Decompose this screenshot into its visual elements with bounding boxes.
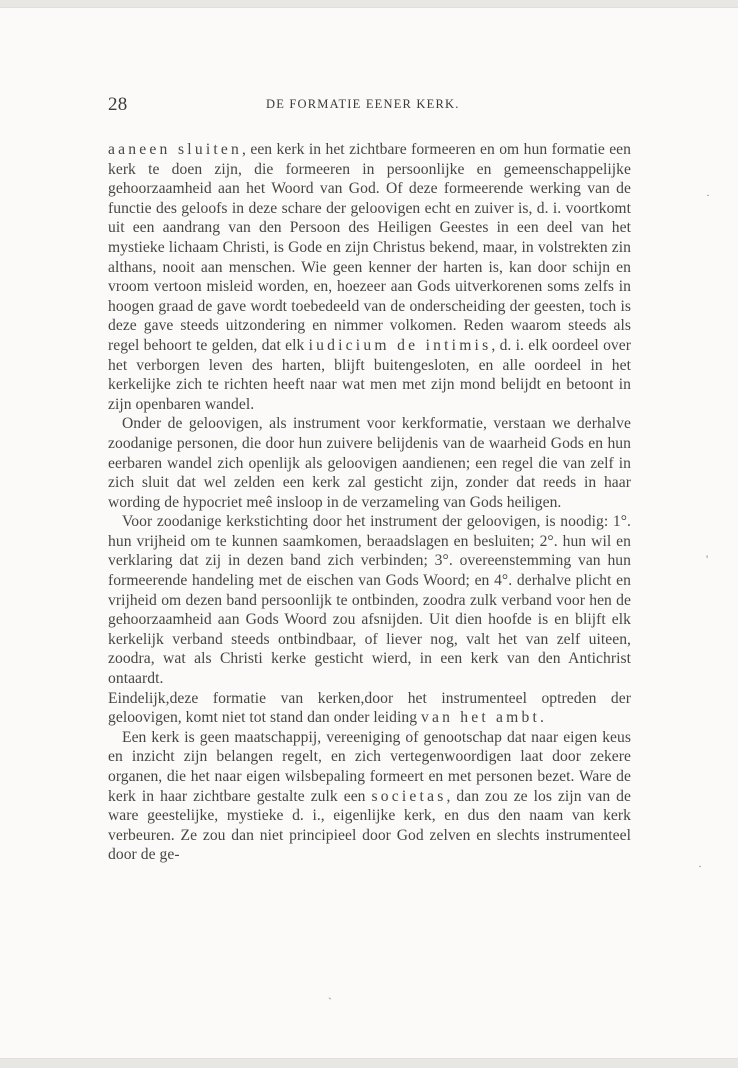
page-header bbox=[108, 94, 628, 118]
paragraph-4 bbox=[108, 689, 631, 728]
paragraph-4-period: . bbox=[539, 709, 544, 727]
paragraph-1 bbox=[108, 140, 631, 414]
spaced-phrase-aaneen-sluiten: aaneen sluiten bbox=[108, 141, 243, 158]
paragraph-5 bbox=[108, 728, 631, 865]
scan-speck-mark: · bbox=[698, 859, 702, 873]
scan-speck-mark: ` bbox=[328, 995, 332, 1009]
spaced-phrase-van-het-ambt: van het ambt bbox=[421, 709, 540, 727]
paragraph-1-text-a: , een kerk in het zichtbare formeeren en om hun formatie een kerk te doen zijn, die formeeren in persoonlijke en gemeenschappelijke gehoorzaamheid aan het Woord van God. Of deze formeerende werking van de functie des geloofs in deze schare der geloovigen echt en zuiver is, d. i. voortkomt uit een aandrang van den Persoon des Heiligen Geestes in een deel van het mystieke lichaam Christi, is Gode en zijn Christus bekend, maar, in volstrekten zin althans, nooit aan menschen. Wie geen kenner der harten is, kan door schijn en vroom vertoon misleid worden, en, hoezeer aan Gods uitverkorenen soms zelfs in hoogen graad de gave wordt toebedeeld van de onderscheiding der geesten, toch is deze gave steeds uitzondering en nimmer volkomen. Reden waarom steeds als regel behoort te gelden, dat elk bbox=[108, 141, 631, 354]
paragraph-5-text-a: Een kerk is geen maatschappij, vereeniging of genootschap dat naar eigen keus en inzicht zijn belangen regelt, en zich vertegenwoordigen laat door zekere organen, die het naar eigen wilsbepaling formeert en met personen bezet. Ware de kerk in haar zichtbare gestalte zulk een bbox=[108, 728, 631, 805]
page-number: 28 bbox=[108, 94, 128, 115]
scanned-book-page bbox=[0, 8, 738, 1058]
paragraph-3-text: Voor zoodanige kerkstichting door het instrument der geloovigen, is noodig: 1°. hun vrijheid om te kunnen saamkomen, beraadslagen en besluiten; 2°. hun wil en verklaring dat zij in dezen band zich verbinden; 3°. overeenstemming van hun formeerende handeling met de eischen van Gods Woord; en 4°. derhalve plicht en vrijheid om dezen band persoonlijk te ontbinden, zoodra zulk verband voor hen de gehoorzaamheid aan Gods Woord zou afsnijden. Uit dien hoofde is en blijft elk kerkelijk verband steeds ontbindbaar, of liever nog, valt het van zelf uiteen, zoodra, wat als Christi kerke gesticht wierd, in een kerk van den Antichrist ontaardt. bbox=[108, 513, 631, 688]
spaced-phrase-iudicium-de-intimis: iudicium de intimis bbox=[308, 336, 492, 354]
paragraph-2-text: Onder de geloovigen, als instrument voor kerkformatie, verstaan we derhalve zoodanige personen, die door hun zuivere belijdenis van de waarheid Gods en hun eerbaren wandel zich openlijk als geloovigen aandienen; een regel die van zelf in zich sluit dat wel zelden een kerk zal gesticht zijn, zonder dat reeds in haar wording de hypocriet meê insloop in de verzameling van Gods heiligen. bbox=[108, 415, 631, 511]
page-body-text bbox=[108, 140, 631, 865]
paragraph-3 bbox=[108, 512, 631, 688]
paragraph-2 bbox=[108, 414, 631, 512]
paragraph-1-text-b: , d. i. elk oordeel over het verborgen leven des harten, blijft buitengesloten, en alle oordeel in het kerkelijke zich te richten heeft naar wat men met zijn mond belijdt en betoont in zijn openbaren wandel. bbox=[108, 336, 631, 413]
scan-speck-mark: ' bbox=[706, 552, 709, 566]
scan-speck-mark: · bbox=[706, 188, 710, 202]
spaced-phrase-societas: societas bbox=[371, 787, 447, 805]
paragraph-5-text-b: , dan zou ze los zijn van de ware geestelijke, mystieke d. i., eigenlijke kerk, en dus den naam van kerk verbeuren. Ze zou dan niet principieel door God zelven en slechts instrumenteel door de ge- bbox=[108, 787, 631, 864]
running-title: DE FORMATIE EENER KERK. bbox=[266, 97, 460, 111]
paragraph-4-text-a: Eindelijk,deze formatie van kerken,door het instrumenteel optreden der geloovigen, komt niet tot stand dan onder leiding bbox=[108, 689, 631, 727]
